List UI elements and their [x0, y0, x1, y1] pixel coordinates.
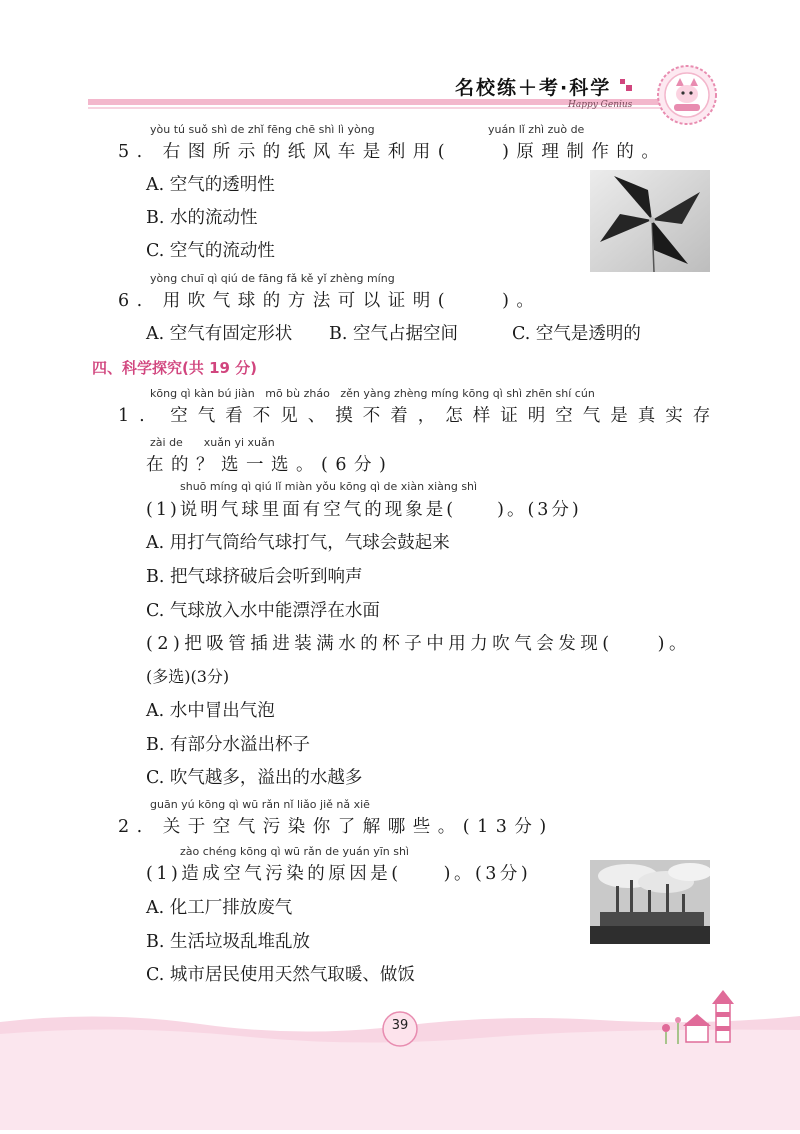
- p2-pinyin: guān yú kōng qì wū rǎn nǐ liǎo jiě nǎ xiē: [150, 798, 370, 811]
- p1-line-1: 1. 空气看不见、摸不着，怎样证明空气是真实存: [118, 406, 721, 426]
- p1-pinyin-2: zài de xuǎn yi xuǎn: [150, 436, 275, 449]
- p2-sub1-pinyin: zào chéng kōng qì wū rǎn de yuán yīn shì: [180, 845, 409, 858]
- pinwheel-image: [590, 170, 710, 272]
- q6-option-a: A. 空气有固定形状: [146, 324, 293, 344]
- brand-square-icon: [620, 79, 632, 91]
- q5-option-a: A. 空气的透明性: [146, 175, 275, 195]
- q6-option-b: B. 空气占据空间: [329, 324, 458, 344]
- p1-sub2-note: (多选)(3分): [146, 667, 230, 686]
- p2-sub1-stem: (1)造成空气污染的原因是( )。(3分): [146, 864, 532, 884]
- p1-pinyin-1: kōng qì kàn bú jiàn mō bù zháo zěn yàng zhèng míng kōng qì shì zhēn shí cún: [150, 387, 595, 400]
- q5-pinyin-a: yòu tú suǒ shì de zhǐ fēng chē shì lì yòng: [150, 123, 375, 136]
- factory-smoke-image: [590, 860, 710, 944]
- q5-pinyin-b: yuán lǐ zhì zuò de: [488, 123, 585, 136]
- p1-sub2-stem: (2)把吸管插进装满水的杯子中用力吹气会发现( )。: [146, 634, 691, 654]
- q5-stem: 5. 右图所示的纸风车是利用( )原理制作的。: [118, 142, 667, 162]
- small-house-icon: [683, 1014, 711, 1042]
- p1-sub1-option-c: C. 气球放入水中能漂浮在水面: [146, 601, 380, 621]
- header-subtitle: Happy Genius: [568, 100, 633, 110]
- p1-sub1-option-b: B. 把气球挤破后会听到响声: [146, 567, 363, 587]
- p2-sub1-option-b: B. 生活垃圾乱堆乱放: [146, 932, 310, 952]
- p2-sub1-option-a: A. 化工厂排放废气: [146, 898, 293, 918]
- p1-sub1-pinyin: shuō míng qì qiú lǐ miàn yǒu kōng qì de xiàn xiàng shì: [180, 480, 478, 493]
- footer-pink-wave: [0, 990, 800, 1130]
- q5-option-b: B. 水的流动性: [146, 208, 258, 228]
- p2-line: 2. 关于空气污染你了解哪些。(13分): [118, 817, 554, 837]
- page-number: 39: [391, 1018, 409, 1033]
- p1-sub2-option-a: A. 水中冒出气泡: [146, 701, 275, 721]
- lighthouse-icon: [712, 990, 734, 1042]
- p1-line-2: 在的？选一选。(6分): [146, 455, 394, 475]
- p1-sub1-option-a: A. 用打气筒给气球打气，气球会鼓起来: [146, 533, 450, 553]
- q6-stem: 6. 用吹气球的方法可以证明( )。: [118, 291, 542, 311]
- page-header: [0, 0, 800, 130]
- p2-sub1-option-c: C. 城市居民使用天然气取暖、做饭: [146, 965, 415, 985]
- page-footer: [0, 990, 800, 1130]
- p1-sub2-option-c: C. 吹气越多，溢出的水越多: [146, 768, 363, 788]
- brand-title: 名校练＋考·科学: [455, 77, 612, 99]
- q6-option-c: C. 空气是透明的: [512, 324, 641, 344]
- p1-sub1-stem: (1)说明气球里面有空气的现象是( )。(3分): [146, 500, 582, 520]
- section-title: 四、科学探究(共 19 分): [92, 359, 258, 377]
- q6-pinyin: yòng chuī qì qiú de fāng fǎ kě yǐ zhèng míng: [150, 272, 395, 285]
- p1-sub2-option-b: B. 有部分水溢出杯子: [146, 735, 310, 755]
- cartoon-badge-icon: [656, 64, 718, 126]
- q5-option-c: C. 空气的流动性: [146, 241, 275, 261]
